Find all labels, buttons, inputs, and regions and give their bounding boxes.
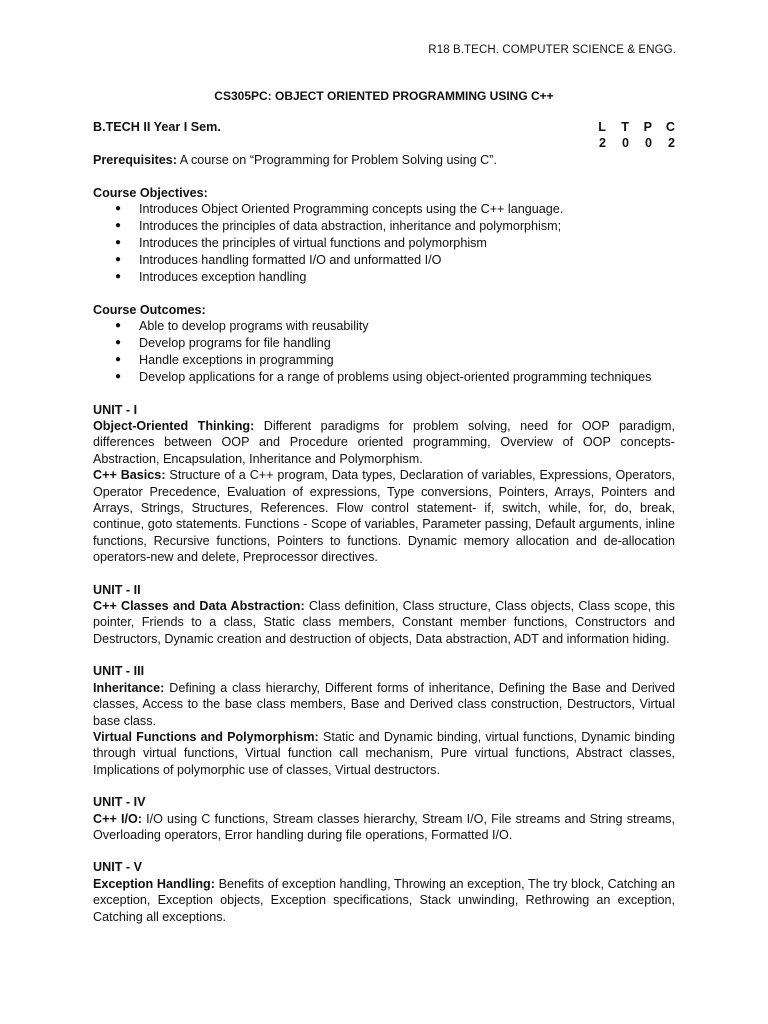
outcome-text: Able to develop programs with reusability: [139, 319, 369, 334]
bullet-icon: ●: [115, 320, 122, 332]
objectives-heading: Course Objectives:: [93, 185, 208, 200]
ltpc-values: [596, 135, 675, 151]
outcomes-list: [93, 318, 675, 386]
unit-5-title: UNIT - V: [93, 860, 142, 875]
objective-text: Introduces the principles of data abstraction, inheritance and polymorphism;: [139, 219, 562, 234]
unit-4-title: UNIT - IV: [93, 795, 146, 810]
objective-text: Introduces handling formatted I/O and unformatted I/O: [139, 252, 442, 267]
outcome-text: Develop applications for a range of problems using object-oriented programming techniques: [139, 369, 652, 384]
list-item: [93, 201, 675, 218]
ltpc-value-l: 2: [598, 136, 606, 151]
topic-label: C++ I/O:: [93, 811, 142, 826]
semester-row: [93, 119, 675, 135]
topic-label: C++ Basics:: [93, 468, 166, 483]
ltpc-value-c: 2: [667, 136, 675, 151]
topic-label: Virtual Functions and Polymorphism:: [93, 729, 319, 744]
unit-1-topic-oop-thinking: [93, 418, 675, 467]
topic-text: Structure of a C++ program, Data types, Declaration of variables, Expressions, Operators, Operator Precedence, Evaluation of expressions, Type conversions, Pointers, Arrays, Pointers and Arrays, Strings, Structures, References. Flow control statement- if, switch, while, for, do, break, continue, goto statements. Functions - Scope of variables, Parameter passing, Default arguments, inline functions, Recursive functions, Pointers to functions. Dynamic memory allocation and de-allocation operators-new and delete, Preprocessor directives.: [93, 468, 675, 565]
bullet-icon: ●: [115, 236, 122, 248]
ltpc-labels: [596, 119, 675, 135]
objective-text: Introduces exception handling: [139, 269, 307, 284]
prerequisites-text: A course on “Programming for Problem Solving using C”.: [177, 153, 497, 168]
unit-2-title: UNIT - II: [93, 582, 141, 597]
ltpc-label-c: C: [665, 120, 675, 134]
topic-label: Exception Handling:: [93, 876, 215, 891]
topic-label: Object-Oriented Thinking:: [93, 419, 255, 434]
unit-3-topic-inheritance: [93, 680, 675, 729]
unit-3-topic-virtual-functions: [93, 729, 675, 778]
ltpc-label-t: T: [621, 120, 629, 134]
list-item: [93, 252, 675, 269]
prerequisites: [93, 152, 675, 168]
objective-text: Introduces the principles of virtual functions and polymorphism: [139, 235, 487, 250]
bullet-icon: ●: [115, 353, 122, 365]
unit-1-topic-cpp-basics: [93, 467, 675, 565]
bullet-icon: ●: [115, 336, 122, 348]
list-item: [93, 218, 675, 235]
unit-1-title: UNIT - I: [93, 402, 138, 417]
topic-label: Inheritance:: [93, 680, 165, 695]
outcome-text: Handle exceptions in programming: [139, 352, 334, 367]
list-item: [93, 352, 675, 369]
list-item: [93, 369, 675, 386]
document-body: [93, 119, 675, 925]
topic-text: Class definition, Class structure, Class objects, Class scope, this pointer, Friends to a class, Static class members, Constant member functions, Constructors and Destructors, Dynamic creation and destruction of objects, Data abstraction, ADT and information hiding.: [93, 599, 675, 646]
list-item: [93, 335, 675, 352]
topic-text: Static and Dynamic binding, virtual functions, Dynamic binding through virtual functions, Virtual function call mechanism, Pure virtual functions, Abstract classes, Implications of polymorphic use of classes, Virtual destructors.: [93, 729, 675, 777]
list-item: [93, 235, 675, 252]
ltpc-values-row: [93, 135, 675, 151]
prerequisites-label: Prerequisites:: [93, 153, 177, 168]
topic-text: I/O using C functions, Stream classes hierarchy, Stream I/O, File streams and String streams, Overloading operators, Error handling during file operations, Formatted I/O.: [93, 811, 675, 842]
topic-text: Different paradigms for problem solving, need for OOP paradigm, differences between OOP and Procedure oriented programming, Overview of OOP concepts- Abstraction, Encapsulation, Inheritance and Polymorphism.: [93, 419, 675, 466]
page-header: R18 B.TECH. COMPUTER SCIENCE & ENGG.: [428, 44, 676, 56]
bullet-icon: ●: [115, 203, 122, 215]
unit-5-topic-exceptions: [93, 876, 675, 925]
list-item: [93, 318, 675, 335]
course-title: CS305PC: OBJECT ORIENTED PROGRAMMING USING C++: [214, 89, 554, 103]
ltpc-value-p: 0: [644, 136, 652, 151]
bullet-icon: ●: [115, 370, 122, 382]
objectives-list: [93, 201, 675, 285]
topic-label: C++ Classes and Data Abstraction:: [93, 599, 305, 614]
bullet-icon: ●: [115, 253, 122, 265]
outcomes-heading: Course Outcomes:: [93, 302, 206, 317]
unit-2-topic-classes: [93, 598, 675, 647]
ltpc-value-t: 0: [621, 136, 629, 151]
bullet-icon: ●: [115, 220, 122, 232]
objective-text: Introduces Object Oriented Programming concepts using the C++ language.: [139, 202, 564, 217]
bullet-icon: ●: [115, 270, 122, 282]
topic-text: Defining a class hierarchy, Different forms of inheritance, Defining the Base and Derived classes, Access to the base class members, Base and Derived class construction, Destructors, Virtual base class.: [93, 680, 675, 728]
topic-text: Benefits of exception handling, Throwing an exception, The try block, Catching an exception, Exception objects, Exception specifications, Stack unwinding, Rethrowing an exception, Catching all exceptions.: [93, 876, 675, 924]
ltpc-label-l: L: [598, 120, 606, 134]
ltpc-label-p: P: [643, 120, 652, 134]
outcome-text: Develop programs for file handling: [139, 335, 331, 350]
semester-label: B.TECH II Year I Sem.: [93, 120, 221, 134]
unit-3-title: UNIT - III: [93, 664, 145, 679]
list-item: [93, 269, 675, 286]
unit-4-topic-io: [93, 811, 675, 844]
